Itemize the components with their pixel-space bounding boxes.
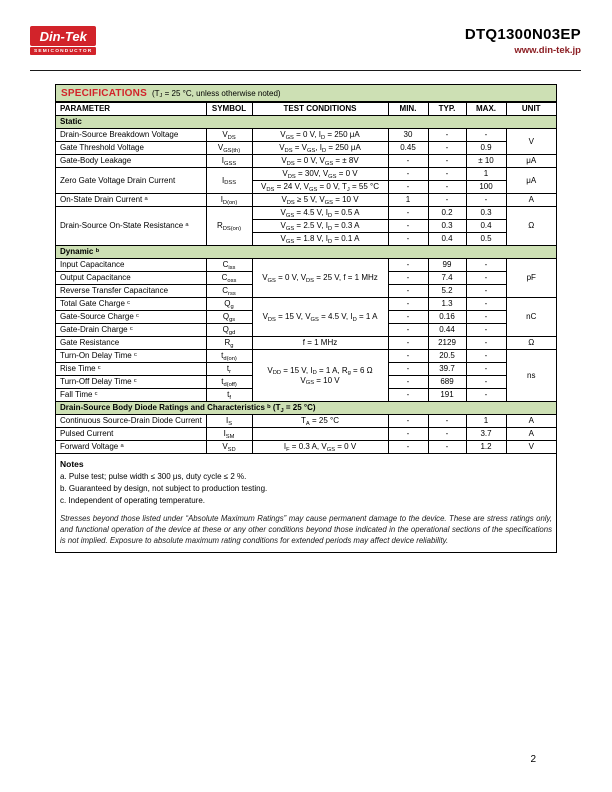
typ-cell: - xyxy=(428,129,466,142)
spec-row-vsd xyxy=(56,441,556,454)
min-cell: - xyxy=(388,376,428,389)
page-number: 2 xyxy=(530,754,536,765)
param-cell: Reverse Transfer Capacitance xyxy=(56,285,206,298)
typ-cell: 20.5 xyxy=(428,350,466,363)
spec-row-ism xyxy=(56,428,556,441)
max-cell: 0.5 xyxy=(466,233,506,246)
unit-cell: V xyxy=(506,129,556,155)
typ-cell: 1.3 xyxy=(428,298,466,311)
param-cell: Gate Resistance xyxy=(56,337,206,350)
typ-cell: - xyxy=(428,155,466,168)
max-cell: - xyxy=(466,311,506,324)
min-cell: - xyxy=(388,311,428,324)
max-cell: 3.7 xyxy=(466,428,506,441)
symbol-cell: $I_{SM}$ xyxy=(206,428,252,441)
typ-cell: 39.7 xyxy=(428,363,466,376)
unit-cell: A xyxy=(506,428,556,441)
param-cell: Output Capacitance xyxy=(56,272,206,285)
col-symbol: SYMBOL xyxy=(206,103,252,116)
min-cell: 0.45 xyxy=(388,142,428,155)
max-cell: 1 xyxy=(466,415,506,428)
min-cell: - xyxy=(388,324,428,337)
note-c: c. Independent of operating temperature. xyxy=(60,495,205,505)
conditions-line-2: $V_{GS} = 10$ V xyxy=(300,375,340,387)
max-cell: 1.2 xyxy=(466,441,506,454)
param-cell: On-State Drain Current $^a$ xyxy=(56,194,206,207)
conditions-cell xyxy=(252,350,388,402)
max-cell: - xyxy=(466,324,506,337)
symbol-cell: $I_{D(on)}$ xyxy=(206,194,252,207)
conditions-cell: $V_{GS} = 4.5$ V, $I_D = 0.5$ A xyxy=(252,207,388,220)
conditions-cell: $V_{GS} = 0$ V, $V_{DS} = 25$ V, f = 1 MHz xyxy=(252,259,388,298)
logo-wordmark: Din-Tek xyxy=(30,26,96,46)
max-cell: ± 10 xyxy=(466,155,506,168)
conditions-cell: $V_{DS} \ge 5$ V, $V_{GS} = 10$ V xyxy=(252,194,388,207)
max-cell: 100 xyxy=(466,181,506,194)
typ-cell: - xyxy=(428,181,466,194)
param-cell: Pulsed Current xyxy=(56,428,206,441)
min-cell: - xyxy=(388,350,428,363)
symbol-cell: $t_{d(off)}$ xyxy=(206,376,252,389)
symbol-cell: $C_{rss}$ xyxy=(206,285,252,298)
col-test-conditions: TEST CONDITIONS xyxy=(252,103,388,116)
param-cell: Turn-Off Delay Time $^c$ xyxy=(56,376,206,389)
note-a: a. Pulse test; pulse width ≤ 300 μs, duty cycle ≤ 2 %. xyxy=(60,471,247,481)
param-cell: Forward Voltage $^a$ xyxy=(56,441,206,454)
conditions-cell: $V_{DS} = 30V$, $V_{GS} = 0$ V xyxy=(252,168,388,181)
symbol-cell: $I_{GSS}$ xyxy=(206,155,252,168)
typ-cell: - xyxy=(428,428,466,441)
typ-cell: - xyxy=(428,142,466,155)
typ-cell: 7.4 xyxy=(428,272,466,285)
page-header xyxy=(30,26,581,56)
min-cell: - xyxy=(388,428,428,441)
spec-row-bvdss xyxy=(56,129,556,142)
unit-cell: A xyxy=(506,415,556,428)
specifications-subtitle: ($T_J = 25$ °C, unless otherwise noted) xyxy=(151,88,281,100)
symbol-cell: $t_{d(on)}$ xyxy=(206,350,252,363)
param-cell: Turn-On Delay Time $^c$ xyxy=(56,350,206,363)
spec-row-ciss xyxy=(56,259,556,272)
param-cell: Drain-Source Breakdown Voltage xyxy=(56,129,206,142)
specifications-heading: SPECIFICATIONS xyxy=(61,87,147,99)
col-typ: TYP. xyxy=(428,103,466,116)
param-cell: Input Capacitance xyxy=(56,259,206,272)
max-cell: 1 xyxy=(466,168,506,181)
symbol-cell: $V_{GS(th)}$ xyxy=(206,142,252,155)
conditions-cell: $V_{GS} = 1.8$ V, $I_D = 0.1$ A xyxy=(252,233,388,246)
col-unit: UNIT xyxy=(506,103,556,116)
spec-row-tdon xyxy=(56,350,556,363)
max-cell: - xyxy=(466,337,506,350)
param-cell: Gate Threshold Voltage xyxy=(56,142,206,155)
max-cell: 0.4 xyxy=(466,220,506,233)
param-cell: Fall Time $^c$ xyxy=(56,389,206,402)
min-cell: - xyxy=(388,168,428,181)
max-cell: 0.9 xyxy=(466,142,506,155)
typ-cell: 0.2 xyxy=(428,207,466,220)
typ-cell: 5.2 xyxy=(428,285,466,298)
col-min: MIN. xyxy=(388,103,428,116)
param-cell: Zero Gate Voltage Drain Current xyxy=(56,168,206,194)
conditions-cell: $T_A = 25$ °C xyxy=(252,415,388,428)
typ-cell: 191 xyxy=(428,389,466,402)
conditions-cell: $V_{DS} = 0$ V, $V_{GS}$ = ± 8V xyxy=(252,155,388,168)
section-row-static xyxy=(56,116,556,129)
column-header-row xyxy=(56,103,556,116)
typ-cell: - xyxy=(428,168,466,181)
header-right xyxy=(465,26,581,56)
min-cell: - xyxy=(388,155,428,168)
min-cell: - xyxy=(388,337,428,350)
spec-row-vgsth xyxy=(56,142,556,155)
section-title-static: Static xyxy=(56,116,556,129)
max-cell: - xyxy=(466,363,506,376)
unit-cell: V xyxy=(506,441,556,454)
max-cell: 0.3 xyxy=(466,207,506,220)
min-cell: - xyxy=(388,259,428,272)
symbol-cell: $Q_g$ xyxy=(206,298,252,311)
dintek-logo xyxy=(30,26,96,55)
symbol-cell: $t_r$ xyxy=(206,363,252,376)
max-cell: - xyxy=(466,389,506,402)
min-cell: - xyxy=(388,415,428,428)
symbol-cell: $V_{DS}$ xyxy=(206,129,252,142)
spec-row-qg xyxy=(56,298,556,311)
max-cell: - xyxy=(466,350,506,363)
min-cell: - xyxy=(388,285,428,298)
unit-cell: μA xyxy=(506,155,556,168)
col-parameter: PARAMETER xyxy=(56,103,206,116)
specifications-table xyxy=(56,102,556,454)
conditions-cell: $V_{DS} = 24$ V, $V_{GS} = 0$ V, $T_J = 55$ °C xyxy=(252,181,388,194)
param-cell: Gate-Body Leakage xyxy=(56,155,206,168)
param-cell: Gate-Drain Charge $^c$ xyxy=(56,324,206,337)
unit-cell: nC xyxy=(506,298,556,337)
min-cell: - xyxy=(388,207,428,220)
spec-row-rdson-1 xyxy=(56,207,556,220)
conditions-cell: $V_{DS} = V_{GS}$, $I_D = 250$ μA xyxy=(252,142,388,155)
spec-row-idss-1 xyxy=(56,168,556,181)
typ-cell: - xyxy=(428,441,466,454)
website-link[interactable]: www.din-tek.jp xyxy=(514,45,581,57)
min-cell: 30 xyxy=(388,129,428,142)
notes-block xyxy=(56,454,556,507)
unit-cell: ns xyxy=(506,350,556,402)
symbol-cell: $C_{iss}$ xyxy=(206,259,252,272)
typ-cell: 0.3 xyxy=(428,220,466,233)
min-cell: - xyxy=(388,233,428,246)
specifications-title-bar xyxy=(56,85,556,102)
conditions-cell: $V_{GS} = 0$ V, $I_D = 250$ μA xyxy=(252,129,388,142)
min-cell: 1 xyxy=(388,194,428,207)
symbol-cell: $R_{DS(on)}$ xyxy=(206,207,252,246)
note-b: b. Guaranteed by design, not subject to production testing. xyxy=(60,483,268,493)
logo-subtitle: SEMICONDUCTOR xyxy=(30,47,96,55)
symbol-cell: $C_{oss}$ xyxy=(206,272,252,285)
symbol-cell: $V_{SD}$ xyxy=(206,441,252,454)
max-cell: - xyxy=(466,376,506,389)
param-cell: Continuous Source-Drain Diode Current xyxy=(56,415,206,428)
spec-row-rg xyxy=(56,337,556,350)
conditions-cell: $V_{DS} = 15$ V, $V_{GS} = 4.5$ V, $I_D = 1$ A xyxy=(252,298,388,337)
section-row-dynamic xyxy=(56,246,556,259)
col-max: MAX. xyxy=(466,103,506,116)
symbol-cell: $R_g$ xyxy=(206,337,252,350)
min-cell: - xyxy=(388,298,428,311)
unit-cell: Ω xyxy=(506,337,556,350)
symbol-cell: $Q_{gd}$ xyxy=(206,324,252,337)
notes-title: Notes xyxy=(60,459,84,469)
spec-row-idon xyxy=(56,194,556,207)
max-cell: - xyxy=(466,194,506,207)
typ-cell: 0.4 xyxy=(428,233,466,246)
conditions-line-1: $V_{DD} = 15$ V, $I_D = 1$ A, $R_g = 6$ Ω xyxy=(267,365,373,377)
conditions-cell: $I_F = 0.3$ A, $V_{GS} = 0$ V xyxy=(252,441,388,454)
symbol-cell: $I_{DSS}$ xyxy=(206,168,252,194)
typ-cell: 0.16 xyxy=(428,311,466,324)
symbol-cell: $I_S$ xyxy=(206,415,252,428)
typ-cell: - xyxy=(428,194,466,207)
typ-cell: 99 xyxy=(428,259,466,272)
spec-row-igss xyxy=(56,155,556,168)
symbol-cell: $Q_{gs}$ xyxy=(206,311,252,324)
disclaimer-text: Stresses beyond those listed under “Absolute Maximum Ratings” may cause permanent damage to the device. These are stress ratings only, and functional operation of the device at these or any other conditions beyond those indicated in the operational sections of the specifications is not implied. Exposure to absolute maximum rating conditions for extended periods may affect device reliability. xyxy=(60,513,552,545)
max-cell: - xyxy=(466,259,506,272)
unit-cell: A xyxy=(506,194,556,207)
section-row-body-diode xyxy=(56,402,556,415)
min-cell: - xyxy=(388,363,428,376)
min-cell: - xyxy=(388,441,428,454)
min-cell: - xyxy=(388,389,428,402)
max-cell: - xyxy=(466,129,506,142)
spec-row-is xyxy=(56,415,556,428)
typ-cell: 689 xyxy=(428,376,466,389)
param-cell: Drain-Source On-State Resistance $^a$ xyxy=(56,207,206,246)
section-title-dynamic: Dynamic $^b$ xyxy=(56,246,556,259)
section-title-body-diode: Drain-Source Body Diode Ratings and Characteristics $^b$ ($T_J = 25$ °C) xyxy=(56,402,556,415)
typ-cell: - xyxy=(428,415,466,428)
typ-cell: 2129 xyxy=(428,337,466,350)
min-cell: - xyxy=(388,272,428,285)
specifications-box xyxy=(55,84,557,553)
min-cell: - xyxy=(388,220,428,233)
conditions-cell: $V_{GS} = 2.5$ V, $I_D = 0.3$ A xyxy=(252,220,388,233)
max-cell: - xyxy=(466,285,506,298)
conditions-cell: f = 1 MHz xyxy=(252,337,388,350)
unit-cell: pF xyxy=(506,259,556,298)
part-number: DTQ1300N03EP xyxy=(464,26,581,43)
typ-cell: 0.44 xyxy=(428,324,466,337)
unit-cell: Ω xyxy=(506,207,556,246)
param-cell: Gate-Source Charge $^c$ xyxy=(56,311,206,324)
param-cell: Total Gate Charge $^c$ xyxy=(56,298,206,311)
conditions-cell xyxy=(252,428,388,441)
unit-cell: μA xyxy=(506,168,556,194)
header-rule xyxy=(30,70,581,71)
max-cell: - xyxy=(466,272,506,285)
min-cell: - xyxy=(388,181,428,194)
max-cell: - xyxy=(466,298,506,311)
param-cell: Rise Time $^c$ xyxy=(56,363,206,376)
symbol-cell: $t_f$ xyxy=(206,389,252,402)
